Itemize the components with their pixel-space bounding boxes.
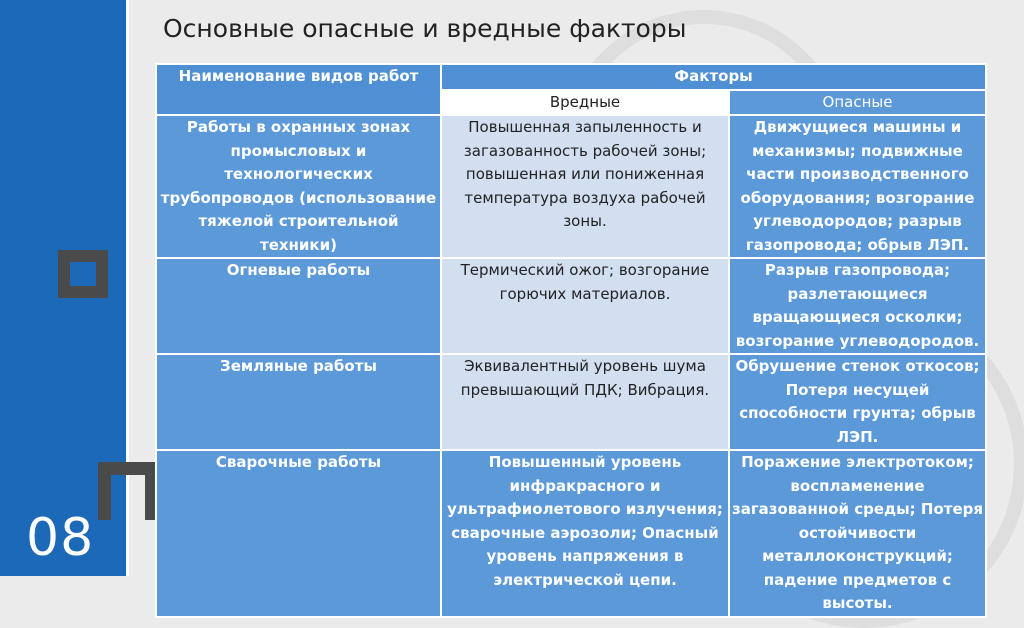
header-harmful: Вредные	[441, 90, 729, 116]
harmful-factors-cell	[441, 258, 729, 354]
dangerous-factors-cell	[729, 450, 986, 617]
factors-table	[155, 63, 987, 618]
harmful-factors-cell	[441, 354, 729, 450]
cell-text: Повышенная запыленность и загазованность рабочей зоны; повышенная или пониженная температура воздуха рабочей зоны.	[463, 118, 707, 230]
harmful-factors-cell	[441, 115, 729, 258]
cell-text: Термический ожог; возгорание горючих материалов.	[460, 261, 710, 303]
dangerous-factors-cell	[729, 258, 986, 354]
table-row	[156, 354, 986, 450]
work-type-cell	[156, 115, 441, 258]
cell-text: Работы в охранных зонах промысловых и технологических трубопроводов (использование тяжелой строительной техники)	[160, 118, 437, 254]
work-type-cell	[156, 354, 441, 450]
cell-text: Эквивалентный уровень шума превышающий ПДК; Вибрация.	[460, 357, 710, 399]
work-type-cell	[156, 258, 441, 354]
table-row	[156, 258, 986, 354]
cell-text: Движущиеся машины и механизмы; подвижные части производственного оборудования; возгорание углеводородов; разрыв газопровода; обрыв ЛЭП.	[740, 118, 975, 254]
cell-text: Поражение электротоком; воспламенение загазованной среды; Потеря остойчивости металлоконструкций; падение предметов с высоты.	[732, 453, 983, 612]
cell-text: Огневые работы	[226, 261, 371, 279]
cell-text: Сварочные работы	[215, 453, 382, 471]
cell-text: Повышенный уровень инфракрасного и ультрафиолетового излучения; сварочные аэрозоли; Опасный уровень напряжения в электрической цепи.	[447, 453, 723, 589]
header-factors: Факторы	[441, 64, 986, 90]
cell-text: Разрыв газопровода; разлетающиеся вращающиеся осколки; возгорание углеводородов.	[735, 261, 980, 350]
page-number: 08	[26, 508, 95, 568]
table-row	[156, 450, 986, 617]
harmful-factors-cell	[441, 450, 729, 617]
header-work-types: Наименование видов работ	[156, 64, 441, 115]
slide-title: Основные опасные и вредные факторы	[163, 14, 687, 43]
header-dangerous: Опасные	[729, 90, 986, 116]
cell-text: Обрушение стенок откосов; Потеря несущей способности грунта; обрыв ЛЭП.	[735, 357, 980, 446]
work-type-cell	[156, 450, 441, 617]
dangerous-factors-cell	[729, 354, 986, 450]
table-row	[156, 115, 986, 258]
cell-text: Земляные работы	[220, 357, 377, 375]
sidebar-divider	[126, 0, 129, 576]
dangerous-factors-cell	[729, 115, 986, 258]
